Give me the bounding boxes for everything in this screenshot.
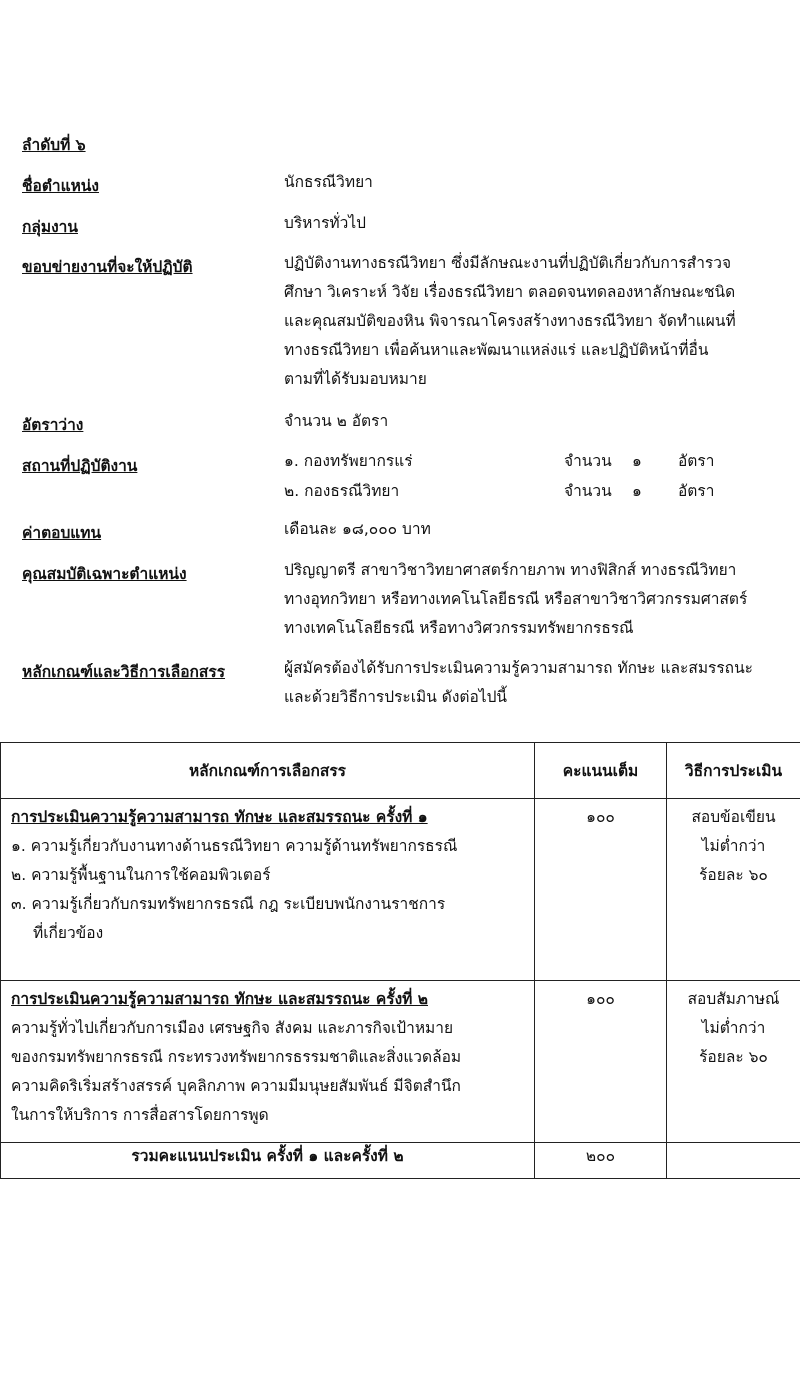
location-place: ๑. กองทรัพยากรแร่ [284,452,413,470]
selection-criteria-line: ผู้สมัครต้องได้รับการประเมินความรู้ความสามารถ ทักษะ และสมรรถนะ [284,659,753,677]
work-location-label: สถานที่ปฏิบัติงาน [22,457,138,475]
compensation-value: เดือนละ ๑๘,๐๐๐ บาท [284,520,431,538]
qualification-value [284,556,784,643]
location-count: ๑ [632,482,642,500]
qualification-line: ปริญญาตรี สาขาวิชาวิทยาศาสตร์กายภาพ ทางฟิสิกส์ ทางธรณีวิทยา [284,561,737,579]
vacancy-value: จำนวน ๒ อัตรา [284,412,389,430]
header-score: คะแนนเต็ม [535,743,667,799]
location-place: ๒. กองธรณีวิทยา [284,482,400,500]
criteria-cell [1,981,535,1143]
method-cell [667,799,800,981]
position-title-value: นักธรณีวิทยา [284,173,373,191]
method-cell [667,981,800,1143]
job-scope-label: ขอบข่ายงานที่จะให้ปฏิบัติ [22,258,193,276]
criteria-table [0,742,800,1179]
header-method: วิธีการประเมิน [667,743,800,799]
assessment-item: ของกรมทรัพยากรธรณี กระทรวงทรัพยากรธรรมชาติและสิ่งแวดล้อม [11,1048,462,1066]
job-scope-line: ตามที่ได้รับมอบหมาย [284,370,427,388]
compensation-label: ค่าตอบแทน [22,524,102,542]
method-line: ร้อยละ ๖๐ [699,1048,768,1066]
total-score: ๒๐๐ [535,1143,667,1179]
job-scope-line: ทางธรณีวิทยา เพื่อค้นหาและพัฒนาแหล่งแร่ และปฏิบัติหน้าที่อื่น [284,341,709,359]
selection-criteria-label: หลักเกณฑ์และวิธีการเลือกสรร [22,663,226,681]
score-cell [535,981,667,1143]
assessment-item: ที่เกี่ยวข้อง [33,924,104,942]
assessment-item: ความคิดริเริ่มสร้างสรรค์ บุคลิกภาพ ความมีมนุษยสัมพันธ์ มีจิตสำนึก [11,1077,461,1095]
assessment-title: การประเมินความรู้ความสามารถ ทักษะ และสมรรถนะ ครั้งที่ ๒ [11,990,428,1008]
method-line: ไม่ต่ำกว่า [701,837,766,855]
qualification-label: คุณสมบัติเฉพาะตำแหน่ง [22,565,187,583]
selection-criteria-value [284,654,784,712]
job-scope-value [284,249,784,394]
work-group-label: กลุ่มงาน [22,218,78,236]
assessment-item: ๑. ความรู้เกี่ยวกับงานทางด้านธรณีวิทยา ความรู้ด้านทรัพยากรธรณี [11,837,458,855]
assessment-item: ในการให้บริการ การสื่อสารโดยการพูด [11,1106,269,1124]
vacancy-label: อัตราว่าง [22,416,84,434]
job-scope-line: ปฏิบัติงานทางธรณีวิทยา ซึ่งมีลักษณะงานที่ปฏิบัติเกี่ยวกับการสำรวจ [284,254,732,272]
position-title-label: ชื่อตำแหน่ง [22,177,99,195]
criteria-cell [1,799,535,981]
table-row [1,981,800,1143]
work-location-row [284,478,784,507]
table-header-row [1,743,800,799]
assessment-item: ๓. ความรู้เกี่ยวกับกรมทรัพยากรธรณี กฎ ระเบียบพนักงานราชการ [11,895,446,913]
qualification-line: ทางเทคโนโลยีธรณี หรือทางวิศวกรรมทรัพยากรธรณี [284,619,634,637]
job-scope-line: และคุณสมบัติของหิน พิจารณาโครงสร้างทางธรณีวิทยา จัดทำแผนที่ [284,312,736,330]
method-line: สอบสัมภาษณ์ [687,990,780,1008]
location-unit: อัตรา [678,452,715,470]
assessment-item: ความรู้ทั่วไปเกี่ยวกับการเมือง เศรษฐกิจ สังคม และภารกิจเป้าหมาย [11,1019,454,1037]
location-unit: อัตรา [678,482,715,500]
total-label: รวมคะแนนประเมิน ครั้งที่ ๑ และครั้งที่ ๒ [1,1143,535,1179]
assessment-title: การประเมินความรู้ความสามารถ ทักษะ และสมรรถนะ ครั้งที่ ๑ [11,808,428,826]
score-cell [535,799,667,981]
qualification-line: ทางอุทกวิทยา หรือทางเทคโนโลยีธรณี หรือสาขาวิชาวิศวกรรมศาสตร์ [284,590,748,608]
location-count-word: จำนวน [564,482,612,500]
total-method-cell [667,1143,800,1179]
header-criteria: หลักเกณฑ์การเลือกสรร [1,743,535,799]
work-location-row [284,448,784,477]
assessment-item: ๒. ความรู้พื้นฐานในการใช้คอมพิวเตอร์ [11,866,271,884]
selection-criteria-line: และด้วยวิธีการประเมิน ดังต่อไปนี้ [284,688,508,706]
location-count-word: จำนวน [564,452,612,470]
order-label: ลำดับที่ ๖ [22,136,86,154]
work-group-value: บริหารทั่วไป [284,214,366,232]
table-row [1,799,800,981]
location-count: ๑ [632,452,642,470]
score-value: ๑๐๐ [586,808,615,826]
job-scope-line: ศึกษา วิเคราะห์ วิจัย เรื่องธรณีวิทยา ตลอดจนทดลองหาลักษณะชนิด [284,283,736,301]
method-line: สอบข้อเขียน [691,808,776,826]
method-line: ร้อยละ ๖๐ [699,866,768,884]
score-value: ๑๐๐ [586,990,615,1008]
table-total-row [1,1143,800,1179]
method-line: ไม่ต่ำกว่า [701,1019,766,1037]
